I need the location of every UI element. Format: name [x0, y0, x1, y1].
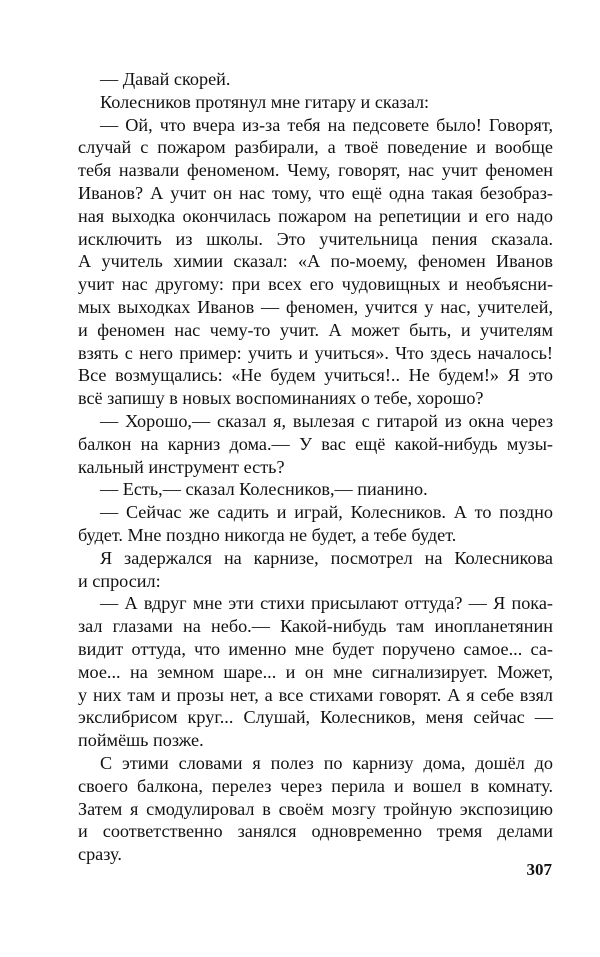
text-line: — Давай скорей. — [100, 69, 231, 89]
text-line: кальный инструмент есть? — [78, 456, 285, 477]
text-line: — Ой, что вчера из-за тебя на педсовете было! Говорят, — [100, 114, 553, 135]
text-line: мое... на земном шаре... и он мне сигнализирует. Может, — [78, 661, 553, 682]
paragraph — [78, 91, 553, 114]
paragraph — [78, 592, 553, 752]
paragraph — [78, 501, 553, 547]
page-number: 307 — [526, 860, 552, 879]
text-line: Я задержался на карнизе, посмотрел на Колесникова — [100, 547, 553, 568]
text-line: всё запишу в новых воспоминаниях о тебе, хорошо? — [78, 388, 484, 409]
paragraph — [78, 478, 553, 501]
text-line: — Есть,— сказал Колесников,— пианино. — [100, 479, 428, 500]
text-line: тебя назвали феноменом. Чему, говорят, нас учит феномен — [78, 160, 553, 181]
text-line: поймёшь позже. — [78, 730, 204, 751]
text-line: и спросил: — [78, 570, 161, 591]
text-line: — Сейчас же садить и играй, Колесников. А то поздно — [100, 502, 553, 523]
text-line: и феномен нас чему-то учит. А может быть, и учителям — [78, 319, 553, 340]
text-line: у них там и прозы нет, а все стихами говорят. А я себе взял — [78, 684, 553, 705]
text-line: Затем я смодулировал в своём мозгу тройную экспозицию — [78, 798, 553, 819]
text-line: экслибрисом круг... Слушай, Колесников, меня сейчас — — [78, 707, 553, 728]
text-line: исключить из школы. Это учительница пения сказала. — [78, 228, 553, 249]
text-line: — Хорошо,— сказал я, вылезая с гитарой из окна через — [100, 410, 553, 431]
text-line: мых выходках Иванов — феномен, учится у нас, учителей, — [78, 296, 553, 317]
text-line: учит нас другому: при всех его чудовищных и необъясни- — [78, 274, 553, 295]
text-line: балкон на карниз дома.— У вас ещё какой-нибудь музы- — [78, 433, 553, 454]
paragraph — [78, 410, 553, 478]
text-line: ная выходка окончилась пожаром на репетиции и его надо — [78, 205, 553, 226]
paragraph — [78, 547, 553, 593]
text-line: и соответственно занялся одновременно тремя делами — [78, 821, 553, 842]
text-line: Все возмущались: «Не будем учиться!.. Не будем!» Я это — [78, 365, 553, 386]
text-line: С этими словами я полез по карнизу дома, дошёл до — [100, 752, 553, 773]
text-line: сразу. — [78, 844, 122, 865]
text-line: своего балкона, перелез через перила и вошел в комнату. — [78, 775, 553, 796]
text-line: видит оттуда, что именно мне будет поручено самое... са- — [78, 638, 553, 659]
text-line: взять с него пример: учить и учиться». Что здесь началось! — [78, 342, 553, 363]
text-line: случай с пожаром разбирали, а твоё поведение и вообще — [78, 137, 553, 158]
paragraph — [78, 752, 553, 866]
text-line: зал глазами на небо.— Какой-нибудь там инопланетянин — [78, 616, 553, 637]
text-line: А учитель химии сказал: «А по-моему, феномен Иванов — [78, 251, 553, 272]
text-line: Колесников протянул мне гитару и сказал: — [100, 91, 430, 112]
paragraph — [78, 114, 553, 410]
text-line: Иванов? А учит он нас тому, что ещё одна такая безобраз- — [78, 182, 553, 203]
page-text — [78, 68, 553, 866]
text-line: будет. Мне поздно никогда не будет, а тебе будет. — [78, 524, 457, 545]
text-line: — А вдруг мне эти стихи присылают оттуда? — Я пока- — [100, 593, 553, 614]
paragraph — [78, 68, 553, 91]
